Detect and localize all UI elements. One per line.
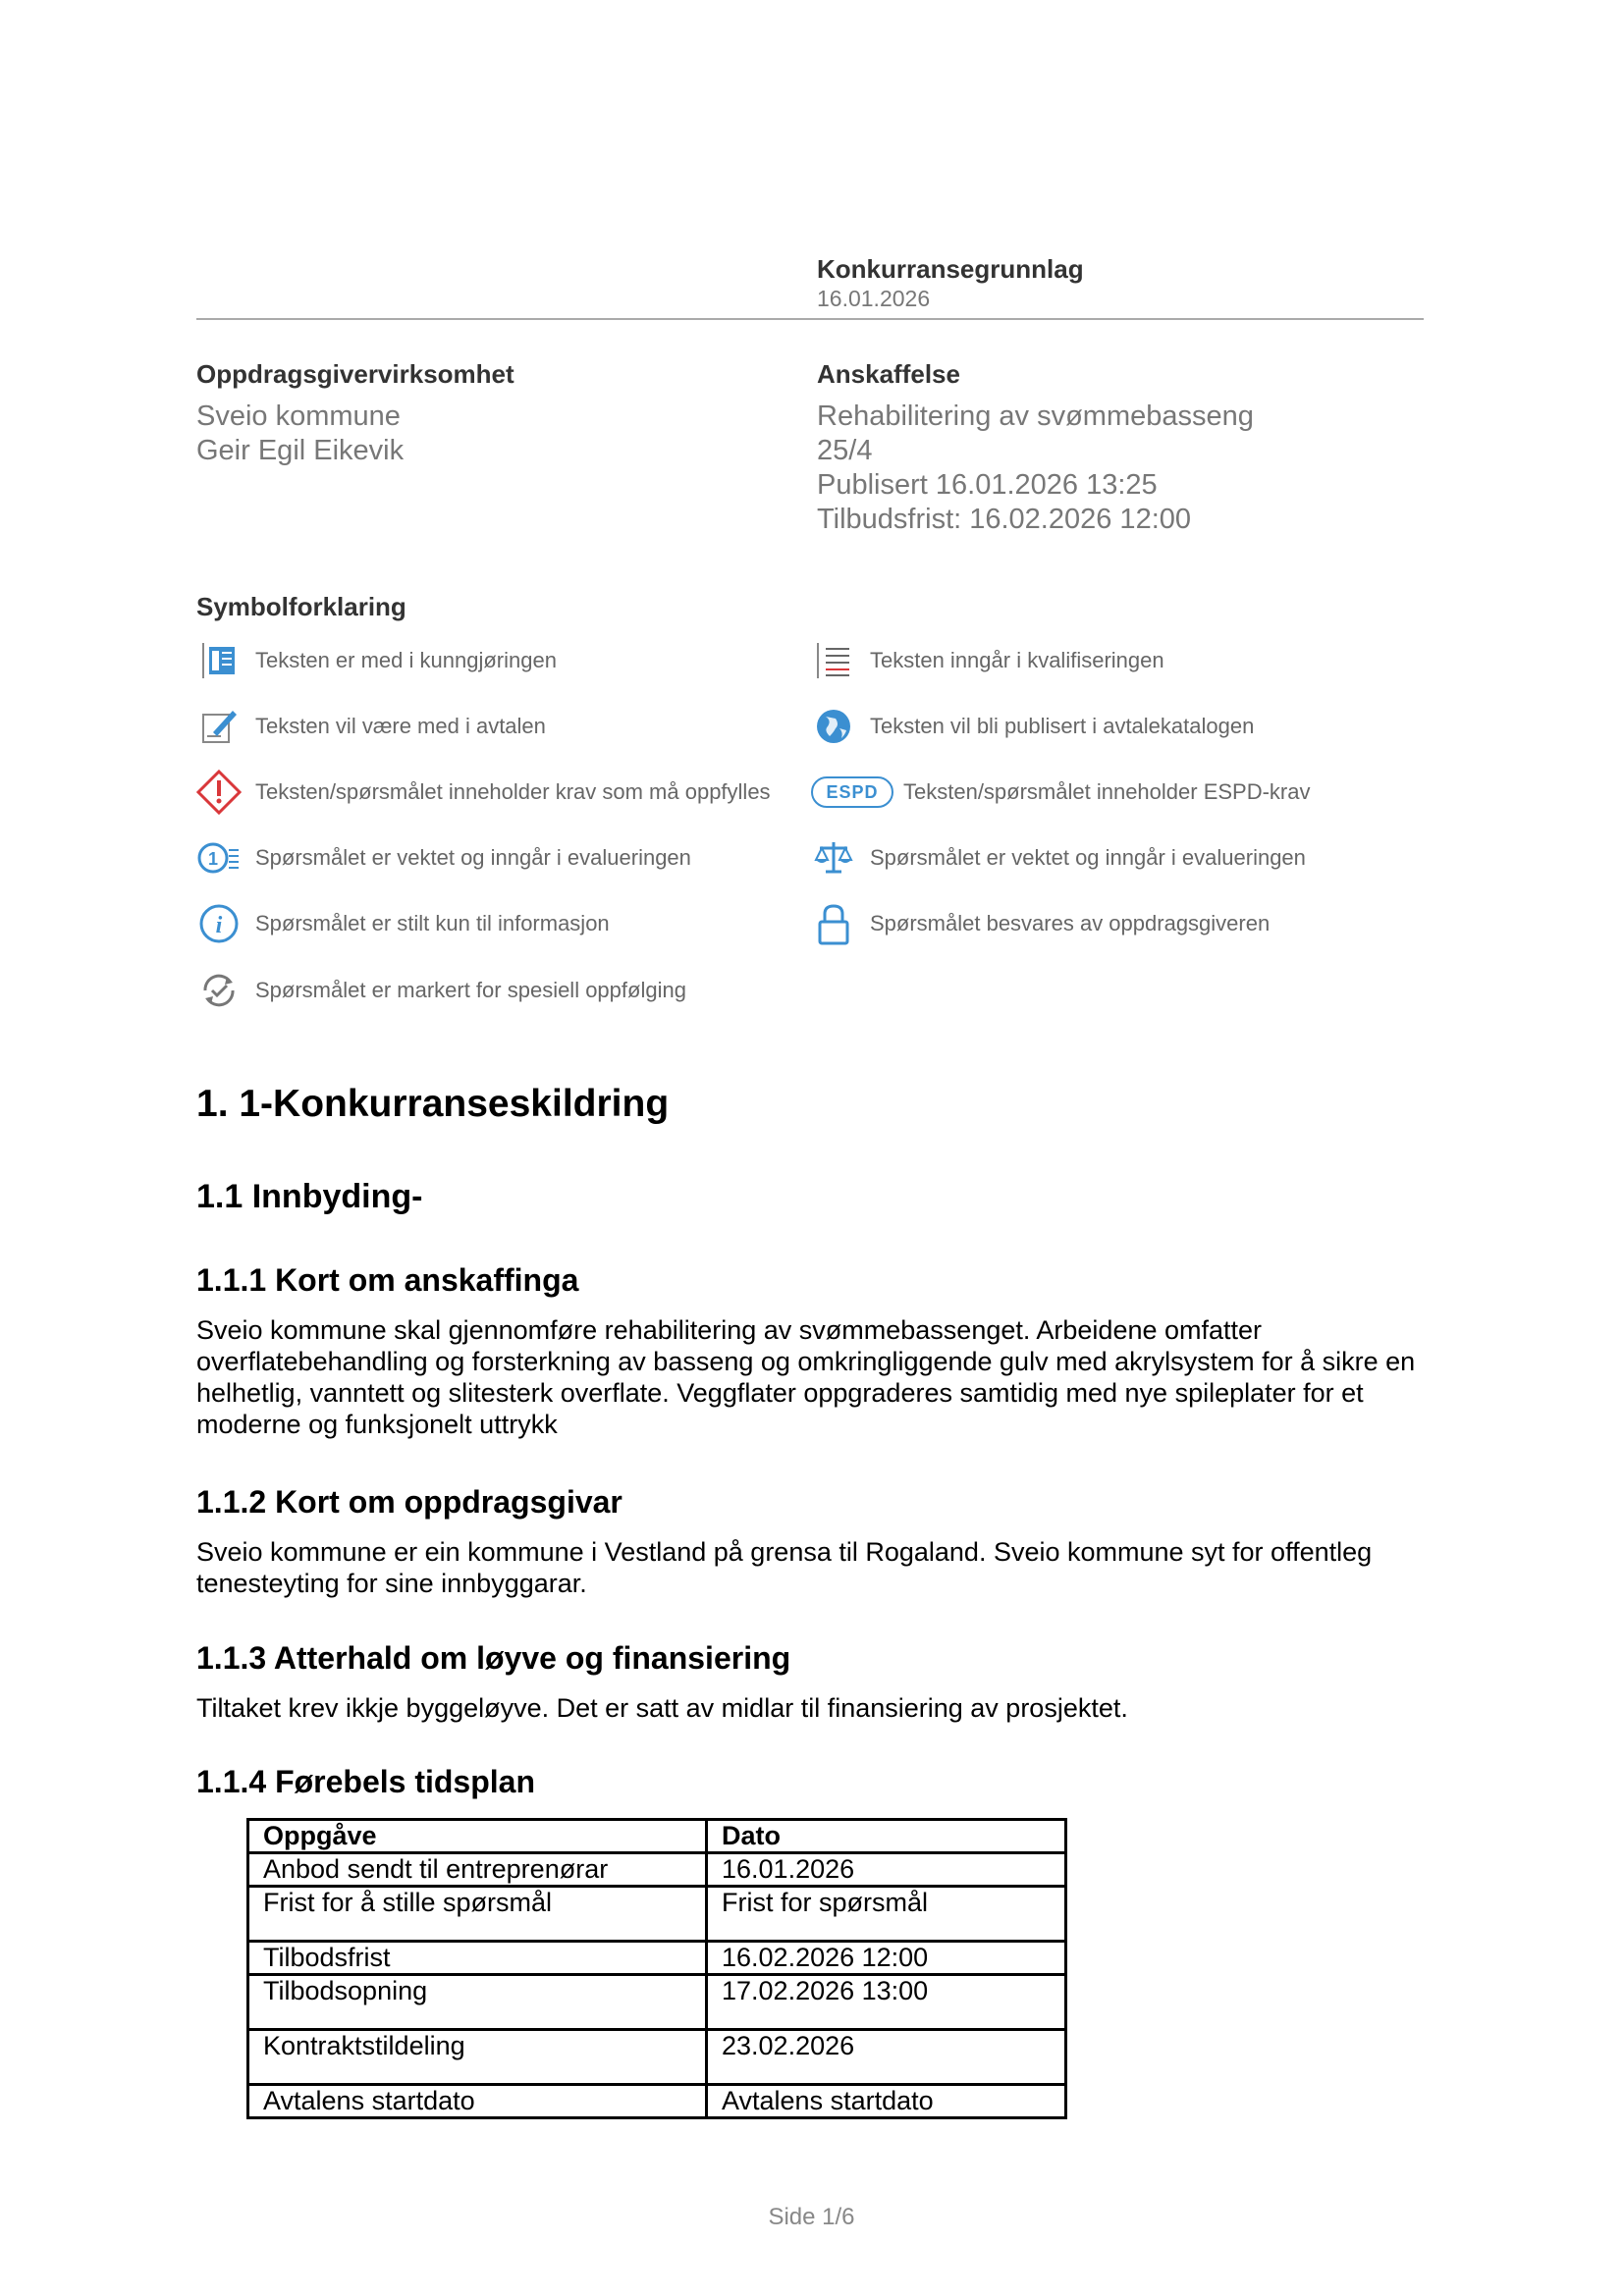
subsection-title: 1.1 Innbyding- [196,1178,423,1215]
legend-title: Symbolforklaring [196,592,406,621]
buyer-name: Sveio kommune [196,400,401,432]
announcement-icon [196,638,242,683]
task-cell: Avtalens startdato [248,2085,707,2118]
legend-item-qualification [811,636,1164,685]
table-row [248,1942,1066,1975]
legend-item-weighted [196,833,691,882]
buyer-label: Oppdragsgivervirksomhet [196,359,514,389]
legend-item-espd [811,768,1311,817]
date-cell: Avtalens startdato [707,2085,1066,2118]
procurement-name: Rehabilitering av svømmebasseng [817,400,1254,432]
header-divider [196,318,1424,320]
document-date: 16.01.2026 [817,286,931,311]
date-cell: 23.02.2026 [707,2030,1066,2085]
heading-1-1-3: 1.1.3 Atterhald om løyve og finansiering [196,1640,791,1676]
document-type: Konkurransegrunnlag [817,254,1084,284]
legend-text: Spørsmålet er vektet og inngår i evalueringen [255,845,691,870]
legend-item-follow-up [196,966,686,1015]
procurement-published: Publisert 16.01.2026 13:25 [817,469,1158,501]
task-cell: Kontraktstildeling [248,2030,707,2085]
svg-text:i: i [215,913,223,938]
warning-diamond-icon [196,770,242,815]
heading-1-1-1: 1.1.1 Kort om anskaffinga [196,1262,579,1298]
date-cell: 16.02.2026 12:00 [707,1942,1066,1975]
table-row [248,2085,1066,2118]
legend-text: Spørsmålet er markert for spesiell oppfølging [255,978,686,1002]
legend-item-scales [811,833,1306,882]
table-row [248,1975,1066,2030]
table-row [248,1853,1066,1887]
legend-item-info [196,899,610,948]
legend-text: Teksten/spørsmålet inneholder krav som må oppfylles [255,779,771,804]
procurement-info [817,400,1254,537]
legend-text: Teksten/spørsmålet inneholder ESPD-krav [903,779,1311,804]
legend-item-requirement [196,768,771,817]
buyer-contact: Geir Egil Eikevik [196,435,405,466]
legend-text: Teksten er med i kunngjøringen [255,648,557,672]
legend-text: Spørsmålet besvares av oppdragsgiveren [870,911,1271,935]
svg-text:1: 1 [207,849,219,869]
legend-item-contract [196,702,546,751]
heading-1-1-2: 1.1.2 Kort om oppdragsgivar [196,1484,622,1520]
date-cell: 17.02.2026 13:00 [707,1975,1066,2030]
legend-item-announcement [196,636,557,685]
follow-up-icon [196,968,242,1013]
table-row [248,1887,1066,1942]
section-title: 1. 1-Konkurranseskildring [196,1083,670,1125]
buyer-info [196,400,404,468]
page-number: Side 1/6 [768,2204,855,2230]
procurement-label: Anskaffelse [817,359,960,389]
heading-1-1-4: 1.1.4 Førebels tidsplan [196,1764,535,1799]
paragraph-oppdragsgivar: Sveio kommune er ein kommune i Vestland på grensa til Rogaland. Sveio kommune syt for offentleg tenesteyting for sine innbyggarar. [196,1537,1373,1598]
schedule-table [246,1818,1067,2119]
legend-item-catalogue [811,702,1254,751]
legend-text: Teksten vil bli publisert i avtalekatalogen [870,714,1255,738]
paragraph-anskaffinga: Sveio kommune skal gjennomføre rehabilitering av svømmebassenget. Arbeidene omfatter overflatebehandling og forsterkning av basseng og omkringliggende gulv med akrylsystem for å sikre en helhetlig, vanntett og slitesterk overflate. Veggflater oppgraderes samtidig med nye spileplater for et moderne og funksjonelt uttrykk [196,1315,1416,1439]
contract-pen-icon [196,704,242,749]
column-header: Dato [707,1820,1066,1853]
legend-text: Teksten inngår i kvalifiseringen [870,648,1164,672]
column-header: Oppgåve [248,1820,707,1853]
task-cell: Tilbodsopning [248,1975,707,2030]
procurement-deadline: Tilbudsfrist: 16.02.2026 12:00 [817,504,1192,535]
table-row [248,2030,1066,2085]
legend-item-lock [811,899,1270,948]
weighted-list-icon [196,835,242,881]
date-cell: 16.01.2026 [707,1853,1066,1887]
paragraph-atterhald: Tiltaket krev ikkje byggeløyve. Det er satt av midlar til finansiering av prosjektet. [196,1693,1128,1723]
legend-text: Spørsmålet er stilt kun til informasjon [255,911,610,935]
info-icon [196,901,242,946]
espd-badge-icon: ESPD [811,776,893,808]
legend-text: Spørsmålet er vektet og inngår i evalueringen [870,845,1306,870]
task-cell: Anbod sendt til entreprenørar [248,1853,707,1887]
task-cell: Tilbodsfrist [248,1942,707,1975]
date-cell: Frist for spørsmål [707,1887,1066,1942]
scales-icon [811,835,856,881]
globe-icon [811,704,856,749]
qualification-icon [811,638,856,683]
task-cell: Frist for å stille spørsmål [248,1887,707,1942]
legend-text: Teksten vil være med i avtalen [255,714,546,738]
procurement-ref: 25/4 [817,435,873,466]
table-header-row [248,1820,1066,1853]
lock-icon [811,901,856,946]
